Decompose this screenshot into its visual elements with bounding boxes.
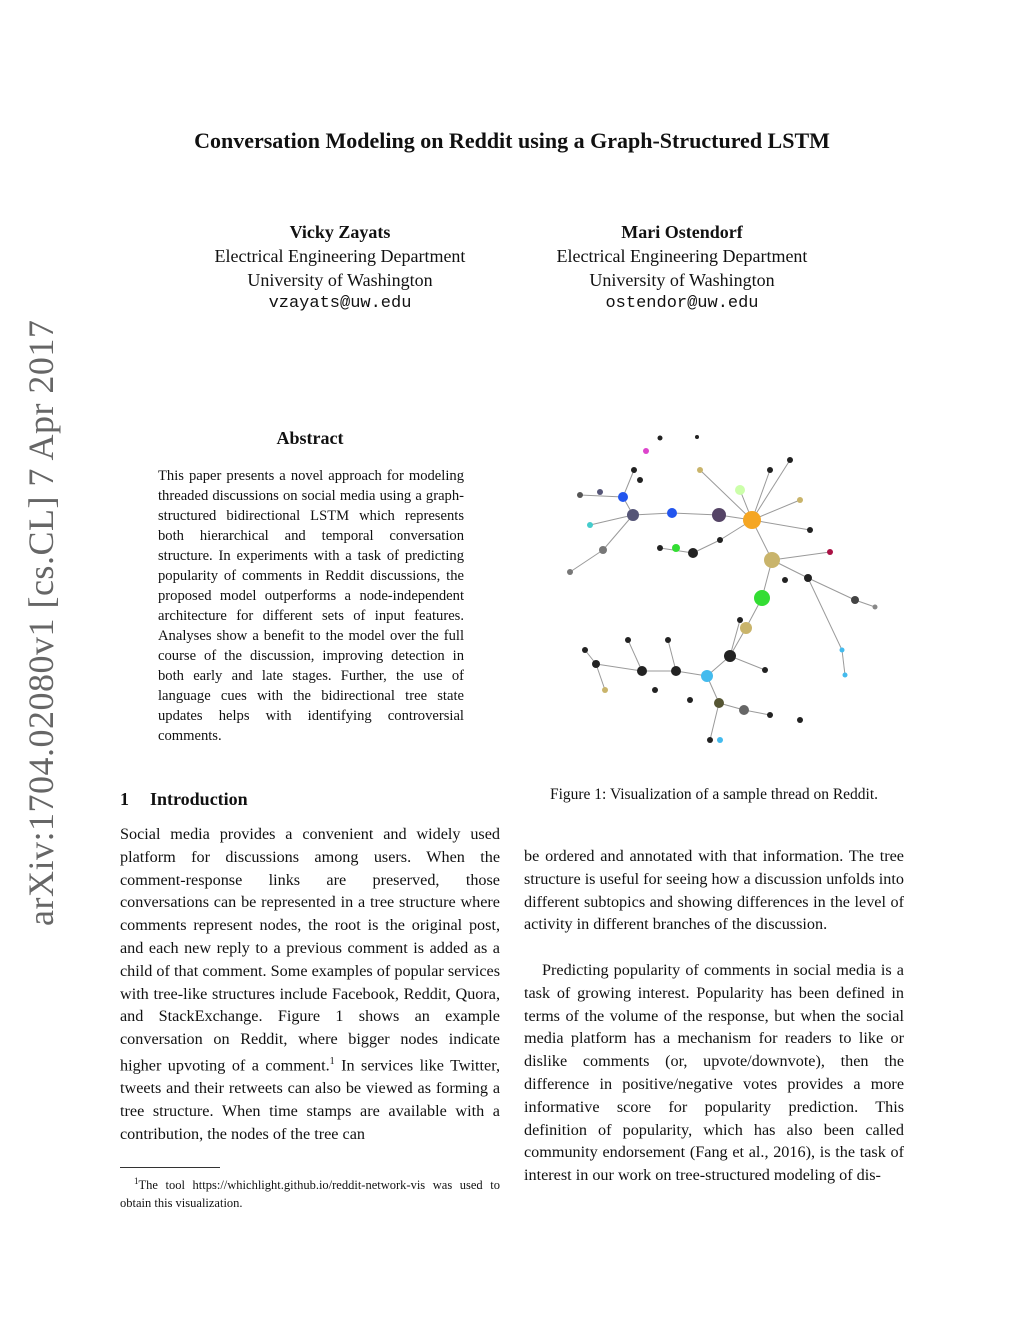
abstract-heading: Abstract xyxy=(276,428,344,448)
author-email[interactable]: ostendor@uw.edu xyxy=(605,294,759,313)
reddit-thread-visualization xyxy=(540,425,890,785)
footnote xyxy=(120,1172,500,1212)
intro-paragraph-3: Predicting popularity of comments in social media is a task of growing interest. Popularity has been defined in terms of the volume of the response, but when the social media platform has a mechanism for readers to like or dislike comments (or, upvote/downvote), then the difference in positive/negative votes provides a more informative score for popularity prediction. This definition of popularity, which has also been called community endorsement (Fang et al., 2016), is the task of interest in our work on tree-structured modeling of dis- xyxy=(524,961,904,1185)
author-univ: University of Washington xyxy=(247,270,433,290)
author-block-2 xyxy=(532,220,832,316)
section-heading xyxy=(120,789,248,810)
author-block-1 xyxy=(190,220,490,316)
abstract-text: This paper presents a novel approach for modeling threaded discussions on social media using a graph-structured bidirectional LSTM which represents both hierarchical and temporal conversation structure. In experiments with a task of predicting popularity of comments in Reddit discussions, the proposed model outperforms a node-independent architecture for different sets of input features. Analyses show a benefit to the model over the full course of the discussion, improving detection in both early and late stages. Further, the use of language cues with the bidirectional tree state updates helps with identifying controversial comments. xyxy=(158,468,464,744)
arxiv-identifier: arXiv:1704.02080v1 [cs.CL] 7 Apr 2017 xyxy=(21,319,61,926)
author-dept: Electrical Engineering Department xyxy=(214,246,466,266)
section-number: 1 xyxy=(120,789,129,809)
graph-edges xyxy=(570,460,875,740)
author-dept: Electrical Engineering Department xyxy=(556,246,808,266)
intro-text-a: Social media provides a convenient and widely used platform for discussions among users. When the comment-response links are preserved, those conversations can be represented in a tree structure where comments represent nodes, the root is the original post, and each new reply to a previous comment is added as a child of that comment. Some examples of popular services with tree-like structures include Facebook, Reddit, Quora, and StackExchange. Figure 1 shows an example conversation on Reddit, where bigger nodes indicate higher upvoting of a comment. xyxy=(120,825,500,1075)
footnote-text: The tool https://whichlight.github.io/reddit-network-vis was used to obtain this visualization. xyxy=(120,1178,500,1211)
intro-text-b: In services like Twitter, tweets and their retweets can also be viewed as forming a tree structure. When time stamps are available with a contribution, the nodes of the tree can xyxy=(120,1056,500,1143)
author-name: Mari Ostendorf xyxy=(621,222,743,242)
footnote-divider xyxy=(120,1167,220,1168)
author-name: Vicky Zayats xyxy=(289,222,391,242)
paper-title: Conversation Modeling on Reddit using a Graph-Structured LSTM xyxy=(194,128,830,153)
footnote-ref[interactable]: 1 xyxy=(329,1055,335,1067)
intro-paragraph-2: be ordered and annotated with that information. The tree structure is useful for seeing how a discussion unfolds into different subtopics and showing differences in the level of activity in different branches of the discussion. xyxy=(524,847,904,934)
intro-paragraph-1 xyxy=(120,823,500,1146)
author-univ: University of Washington xyxy=(589,270,775,290)
footnote-mark: 1 xyxy=(134,1176,139,1186)
author-email[interactable]: vzayats@uw.edu xyxy=(268,294,412,313)
section-title: Introduction xyxy=(150,789,248,809)
figure-caption: Figure 1: Visualization of a sample thread on Reddit. xyxy=(549,786,879,803)
